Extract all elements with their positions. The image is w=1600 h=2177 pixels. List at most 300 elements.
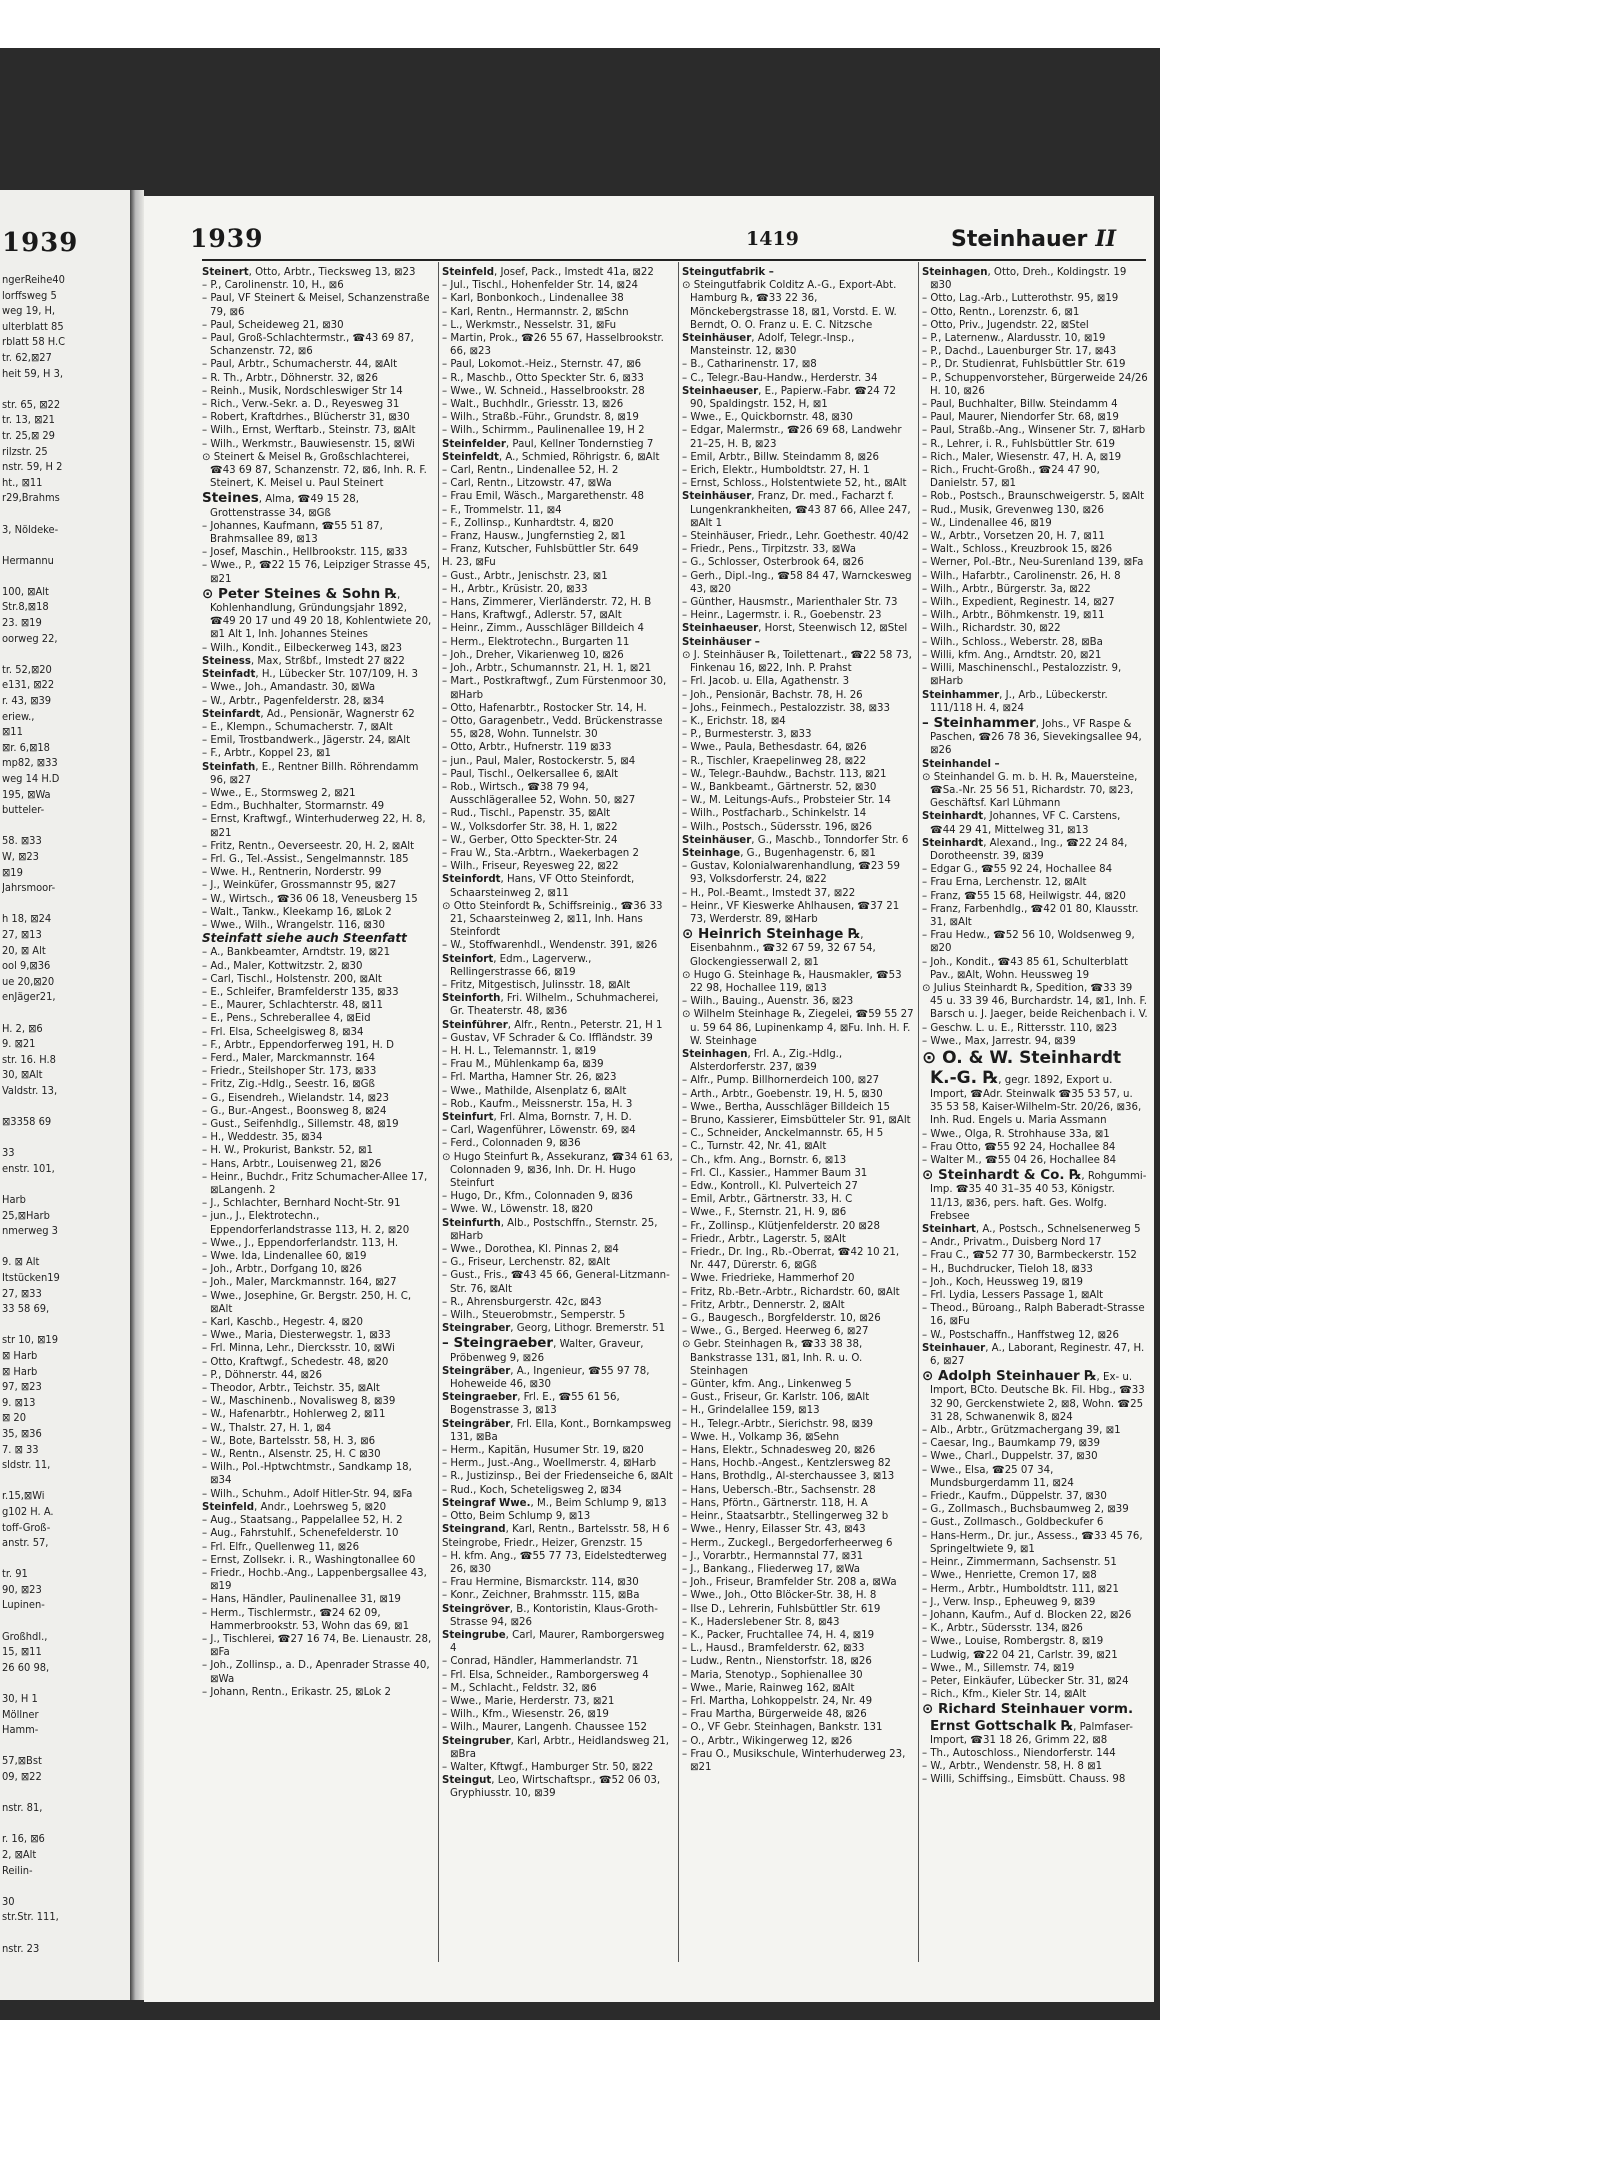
entry-name: Steinhage	[682, 847, 741, 859]
directory-entry: – Wwe., E., Quickbornstr. 48, ⊠30	[682, 412, 853, 424]
left-page-line: enJäger21,	[2, 990, 56, 1004]
left-page-line: 33 58 69,	[2, 1302, 50, 1316]
directory-entry: – Wilh., Werkmstr., Bauwiesenstr. 15, ⊠Wi	[202, 438, 415, 450]
entry-details: , Leo, Wirtschaftspr., ☎52 06 03, Gryphiusstr. 10, ⊠39	[450, 1775, 661, 1800]
directory-entry: – Wwe., Mathilde, Alsenplatz 6, ⊠Alt	[442, 1085, 627, 1097]
directory-entry: – Conrad, Händler, Hammerlandstr. 71	[442, 1656, 639, 1668]
entry-name: Steinfath	[202, 761, 256, 773]
directory-entry: – R., Tischler, Kraepelinweg 28, ⊠22	[682, 755, 867, 767]
directory-entry: – H., Buchdrucker, Tieloh 18, ⊠33	[922, 1263, 1093, 1275]
directory-entry: – R. Th., Arbtr., Döhnerstr. 32, ⊠26	[202, 372, 378, 384]
directory-entry: – Wilh., Pol.-Hptwchtmstr., Sandkamp 18, ⊠34	[202, 1462, 412, 1487]
directory-entry: – Franz, Farbenhdlg., ☎42 01 80, Klausstr. 31, ⊠Alt	[922, 903, 1139, 928]
left-page-line: ht., ⊠11	[2, 475, 43, 489]
directory-entry: – Frl. G., Tel.-Assist., Sengelmannstr. 185	[202, 853, 409, 865]
directory-entry: – L., Werkmstr., Nesselstr. 31, ⊠Fu	[442, 319, 617, 331]
left-page-line: Großhdl.,	[2, 1629, 48, 1643]
directory-entry: – Frl. Cl., Kassier., Hammer Baum 31	[682, 1167, 868, 1179]
column-divider	[918, 262, 919, 1962]
directory-entry: – Rud., Tischl., Papenstr. 35, ⊠Alt	[442, 808, 611, 820]
directory-entry: – Frau W., Sta.-Arbtrn., Waekerbagen 2	[442, 847, 639, 859]
left-page-line: r.15,⊠Wi	[2, 1489, 45, 1503]
directory-entry: – Heinr., Lagermstr. i. R., Goebenstr. 23	[682, 610, 882, 622]
left-page-line	[2, 1176, 128, 1192]
directory-entry: – Frau C., ☎52 77 30, Barmbeckerstr. 152	[922, 1250, 1137, 1262]
directory-entry: – Hans, Brothdlg., Al-sterchaussee 3, ⊠13	[682, 1471, 895, 1483]
directory-entry: – W., Bankbeamt., Gärtnerstr. 52, ⊠30	[682, 781, 877, 793]
directory-entry	[682, 636, 914, 649]
directory-entry: – Gust., Zollmasch., Goldbeckufer 6	[922, 1517, 1104, 1529]
directory-entry: – Konr., Zeichner, Brahmsstr. 115, ⊠Ba	[442, 1590, 640, 1602]
entry-details: , Alexand., Ing., ☎22 24 84, Dorotheenstr. 39, ⊠39	[930, 837, 1128, 862]
left-page-line: 20, ⊠ Alt	[2, 943, 46, 957]
entry-name: Steingräber	[442, 1418, 511, 1430]
directory-entry: – P., Carolinenstr. 10, H., ⊠6	[202, 280, 344, 292]
directory-entry: – F., Zollinsp., Kunhardtstr. 4, ⊠20	[442, 517, 614, 529]
directory-entry	[922, 1167, 1148, 1223]
directory-entry: – A., Bankbeamter, Arndtstr. 19, ⊠21	[202, 947, 391, 959]
directory-entry: – H., Arbtr., Krüsistr. 20, ⊠33	[442, 583, 588, 595]
directory-entry: – Theod., Büroang., Ralph Baberadt-Strasse 16, ⊠Fu	[922, 1303, 1145, 1328]
left-page-line: 9. ⊠13	[2, 1395, 36, 1409]
directory-entry	[442, 1111, 674, 1124]
entry-name: Steinfort	[442, 953, 494, 965]
entry-details: , Georg, Lithogr. Bremerstr. 51	[510, 1323, 666, 1335]
directory-entry: – Geschw. L. u. E., Rittersstr. 110, ⊠23	[922, 1022, 1118, 1034]
directory-entry: – Wilh., Friseur, Reyesweg 22, ⊠22	[442, 861, 619, 873]
directory-entry: – W., Maschinenb., Novalisweg 8, ⊠39	[202, 1396, 396, 1408]
directory-entry: – J., Verw. Insp., Epheuweg 9, ⊠39	[922, 1596, 1096, 1608]
entry-name: Steinfeld	[442, 267, 494, 278]
directory-entry	[922, 1223, 1148, 1236]
directory-entry: – Maria, Stenotyp., Sophienallee 30	[682, 1669, 863, 1681]
directory-entry: – Frl. Martha, Lohkoppelstr. 24, Nr. 49	[682, 1695, 873, 1707]
directory-entry: – E., Pens., Schreberallee 4, ⊠Eid	[202, 1013, 371, 1025]
directory-entry: – Heinr., ⅤF Kieswerke Ahlhausen, ☎37 21 73, Werderstr. 89, ⊠Harb	[682, 900, 900, 925]
left-page-line: 09, ⊠22	[2, 1770, 42, 1783]
directory-entry: – Wilh., Ernst, Werftarb., Steinstr. 73, ⊠Alt	[202, 425, 416, 437]
directory-entry: – W., Telegr.-Bauhdw., Bachstr. 113, ⊠21	[682, 768, 887, 780]
directory-entry: – Frau M., Mühlenkamp 6a, ⊠39	[442, 1059, 604, 1071]
directory-entry	[922, 758, 1148, 771]
entry-details: , J., Arb., Lübeckerstr. 111/118 H. 4, ⊠24	[930, 689, 1108, 714]
entry-name: Steiness	[202, 655, 251, 667]
left-page-line: 35, ⊠36	[2, 1426, 42, 1440]
directory-entry: – Edw., Kontroll., Kl. Pulverteich 27	[682, 1181, 858, 1193]
directory-entry: – Wilh., Schloss., Weberstr. 28, ⊠Ba	[922, 636, 1103, 648]
entry-details: , Andr., Loehrsweg 5, ⊠20	[254, 1501, 387, 1513]
directory-entry: – W., Thalstr. 27, H. 1, ⊠4	[202, 1422, 332, 1434]
directory-entry: – Wwe., Olga, R. Strohhause 33a, ⊠1	[922, 1128, 1110, 1140]
directory-entry: – Herm., Zuckegl., Bergedorferheerweg 6	[682, 1537, 893, 1549]
entry-name: ⊙ Peter Steines & Sohn ℞	[202, 585, 397, 602]
directory-entry: – Wilh., Richardstr. 30, ⊠22	[922, 623, 1061, 635]
left-page-line: 30, ⊠Alt	[2, 1068, 43, 1082]
left-page-line: Hamm-	[2, 1723, 39, 1737]
directory-entry: – Paul, Scheideweg 21, ⊠30	[202, 319, 344, 331]
directory-entry	[202, 490, 434, 519]
entry-name: Steinhandel –	[922, 758, 1000, 770]
left-page-line: tr. 91	[2, 1567, 28, 1581]
directory-entry: – Wwe., Elsa, ☎25 07 34, Mundsburgerdamm 11, ⊠24	[922, 1464, 1074, 1489]
directory-entry: – Wwe., Josephine, Gr. Bergstr. 250, H. C, ⊠Alt	[202, 1290, 412, 1315]
entry-details: , Otto, Dreh., Koldingstr. 19 ⊠30	[930, 267, 1127, 292]
directory-entry	[442, 1391, 674, 1417]
left-page-line: ngerReihe40	[2, 273, 65, 286]
left-page-line: ⊠ Harb	[2, 1348, 38, 1362]
directory-entry: – W., Arbtr., Pagenfelderstr. 28, ⊠34	[202, 695, 385, 707]
entry-details: , Max, Strßbf., Imstedt 27 ⊠22	[250, 655, 405, 667]
directory-entry	[442, 1603, 674, 1629]
directory-entry	[442, 1335, 674, 1364]
directory-entry: – W., Postschaffn., Hanffstweg 12, ⊠26	[922, 1329, 1119, 1341]
directory-entry: – Andr., Privatm., Duisberg Nord 17	[922, 1237, 1102, 1249]
left-page-line: tr. 52,⊠20	[2, 662, 52, 676]
directory-entry	[682, 1048, 914, 1074]
directory-entry	[202, 586, 434, 642]
directory-entry: – Gustav, ⅤF Schrader & Co. Iffländstr. 39	[442, 1032, 653, 1044]
directory-entry: H. 23, ⊠Fu	[442, 557, 496, 569]
left-page-line: str.Str. 111,	[2, 1910, 59, 1924]
directory-entry: – Martin, Prok., ☎26 55 67, Hasselbrookstr. 66, ⊠23	[442, 333, 664, 358]
entry-name: Steinhagen	[682, 1048, 748, 1060]
entry-details: , Alfr., Rentn., Peterstr. 21, H 1	[507, 1019, 663, 1031]
entry-name: Steinfordt	[442, 874, 501, 886]
directory-entry: – Otto, Garagenbetr., Vedd. Brückenstrasse 55, ⊠28, Wohn. Tunnelstr. 30	[442, 715, 663, 741]
entry-details: , Horst, Steenwisch 12, ⊠Stel	[758, 623, 908, 635]
directory-entry: – Fr., Zollinsp., Klütjenfelderstr. 20 ⊠28	[682, 1220, 880, 1232]
directory-entry	[922, 715, 1148, 758]
left-page-year: 1939	[2, 228, 79, 258]
left-page-line: nstr. 81,	[2, 1801, 43, 1815]
directory-entry: – Friedr., Steilshoper Str. 173, ⊠33	[202, 1066, 377, 1078]
left-page-line: h 18, ⊠24	[2, 912, 52, 926]
directory-entry: – P., Döhnerstr. 44, ⊠26	[202, 1369, 323, 1381]
left-page-line: nstr. 23	[2, 1941, 40, 1955]
entry-name: Steinfeld	[202, 1501, 254, 1513]
directory-entry: – Willi, Schiffsing., Eimsbütt. Chauss. 98	[922, 1774, 1126, 1786]
directory-entry: ⊙ Steinert & Meisel ℞, Großschlachterei, ☎43 69 87, Schanzenstr. 72, ⊠6, Inh. R. F. Steinert, K. Meisel u. Paul Steinert	[202, 451, 427, 490]
directory-entry: – E., Klempn., Schumacherstr. 7, ⊠Alt	[202, 721, 393, 733]
directory-entry: – G., Friseur, Lerchenstr. 82, ⊠Alt	[442, 1257, 611, 1269]
left-page-line	[2, 1613, 128, 1629]
directory-entry: – Heinr., Staatsarbtr., Stellingerweg 32 b	[682, 1511, 889, 1523]
left-page-line: anstr. 57,	[2, 1536, 49, 1550]
directory-entry: – W., Bote, Bartelsstr. 58, H. 3, ⊠6	[202, 1435, 376, 1447]
directory-entry: – Edgar, Malermstr., ☎26 69 68, Landwehr 21–25, H. B, ⊠23	[682, 425, 902, 450]
directory-entry: – Ernst, Schloss., Holstentwiete 52, ht., ⊠Alt	[682, 478, 907, 490]
entry-details: , E., Rentner Billh. Röhrendamm 96, ⊠27	[210, 761, 419, 786]
left-page-line: 15, ⊠11	[2, 1645, 42, 1659]
directory-entry: – H., Telegr.-Arbtr., Sierichstr. 98, ⊠39	[682, 1418, 873, 1430]
directory-entry	[682, 332, 914, 358]
directory-entry: – F., Trommelstr. 11, ⊠4	[442, 504, 562, 516]
entry-details: , Frl. A., Zig.-Hdlg., Alsterdorferstr. 237, ⊠39	[690, 1048, 843, 1074]
directory-entry: – Friedr., Pens., Tirpitzstr. 33, ⊠Wa	[682, 544, 856, 556]
directory-entry: ⊙ Wilhelm Steinhage ℞, Ziegelei, ☎59 55 27 u. 59 64 86, Lupinenkamp 4, ⊠Fu. Inh. H. F. W. Steinhage	[682, 1009, 914, 1047]
entry-details: , Otto, Arbtr., Tiecksweg 13, ⊠23	[248, 267, 416, 278]
directory-entry: – Rud., Koch, Scheteligsweg 2, ⊠34	[442, 1484, 622, 1496]
directory-entry	[682, 847, 914, 860]
directory-entry: – Paul, Groß-Schlachtermstr., ☎43 69 87, Schanzenstr. 72, ⊠6	[202, 333, 414, 358]
directory-entry	[922, 810, 1148, 836]
entry-name: Steingräber	[442, 1365, 511, 1377]
entry-details: , Karl, Rentn., Bartelsstr. 58, H 6	[505, 1524, 670, 1536]
directory-entry: – H., Grindelallee 159, ⊠13	[682, 1405, 820, 1417]
left-page-line: Lupinen-	[2, 1598, 45, 1612]
directory-entry	[202, 1501, 434, 1514]
directory-entry: – Joh., Arbtr., Schumannstr. 21, H. 1, ⊠21	[442, 663, 652, 675]
directory-entry: – Carl, Tischl., Holstenstr. 200, ⊠Alt	[202, 973, 382, 985]
left-page-line: str 10, ⊠19	[2, 1333, 58, 1347]
directory-entry: – M., Schlacht., Feldstr. 32, ⊠6	[442, 1682, 597, 1694]
directory-entry	[442, 1365, 674, 1391]
directory-entry	[202, 932, 434, 946]
directory-entry: – Walt., Tankw., Kleekamp 16, ⊠Lok 2	[202, 906, 392, 918]
directory-entry: – K., Arbtr., Südersstr. 134, ⊠26	[922, 1623, 1083, 1635]
left-page-line	[2, 1239, 128, 1255]
entry-details: , Walter, Graveur, Pröbenweg 9, ⊠26	[450, 1339, 644, 1364]
directory-entry: – Otto, Beim Schlump 9, ⊠13	[442, 1511, 591, 1523]
directory-entry: – Wwe., Marie, Rainweg 162, ⊠Alt	[682, 1682, 855, 1694]
entry-name: Steinhäuser	[682, 333, 752, 345]
directory-entry: – Carl, Wagenführer, Löwenstr. 69, ⊠4	[442, 1125, 636, 1137]
entry-name: ⊙ Steinhardt & Co. ℞	[922, 1167, 1082, 1184]
directory-entry: – H. kfm. Ang., ☎55 77 73, Eidelstedterweg 26, ⊠30	[442, 1550, 667, 1575]
directory-entry: – Wilh., Arbtr., Bürgerstr. 3a, ⊠22	[922, 583, 1091, 595]
entry-details: , Frl. Alma, Bornstr. 7, H. D.	[493, 1112, 632, 1123]
directory-entry: – Günter, kfm. Ang., Linkenweg 5	[682, 1379, 852, 1391]
directory-entry	[922, 837, 1148, 863]
directory-entry: – Bruno, Kassierer, Eimsbütteler Str. 91, ⊠Alt	[682, 1115, 911, 1126]
entry-details: , Adolf, Telegr.-Insp., Mansteinstr. 12, ⊠30	[690, 333, 855, 358]
directory-entry	[682, 490, 914, 530]
directory-entry: – K., Erichstr. 18, ⊠4	[682, 715, 786, 727]
directory-entry: – Gust., Friseur, Gr. Karlstr. 106, ⊠Alt	[682, 1392, 870, 1404]
directory-entry: – B., Catharinenstr. 17, ⊠8	[682, 359, 817, 371]
directory-entry: – Th., Autoschloss., Niendorferstr. 144	[922, 1747, 1116, 1759]
directory-entry: – G., Zollmasch., Buchsbaumweg 2, ⊠39	[922, 1504, 1129, 1516]
directory-entry: – Edgar G., ☎55 92 24, Hochallee 84	[922, 864, 1113, 876]
left-page-line	[2, 1675, 128, 1691]
left-page-line: 58. ⊠33	[2, 834, 42, 848]
left-page-line	[2, 506, 128, 522]
left-page-line: 33	[2, 1146, 15, 1160]
directory-entry: – Hugo, Dr., Kfm., Colonnaden 9, ⊠36	[442, 1191, 633, 1203]
left-page-line: str. 16. H.8	[2, 1052, 56, 1066]
directory-entry: – P., Dr. Studienrat, Fuhlsbüttler Str. 619	[922, 359, 1126, 371]
directory-entry: – P., Dachd., Lauenburger Str. 17, ⊠43	[922, 346, 1117, 358]
running-head-name: Steinhauer	[950, 227, 1088, 252]
directory-entry: – Frau Hedw., ☎52 56 10, Woldsenweg 9, ⊠20	[922, 930, 1135, 955]
directory-entry	[682, 622, 914, 635]
left-page-line: 195, ⊠Wa	[2, 787, 51, 801]
directory-entry: – Wwe., G., Berged. Heerweg 6, ⊠27	[682, 1326, 869, 1338]
directory-entry: – Wwe. H., Rentnerin, Norderstr. 99	[202, 867, 382, 879]
directory-entry	[922, 1701, 1148, 1747]
directory-column-1	[202, 266, 434, 1966]
directory-entry: – H. W., Prokurist, Bankstr. 52, ⊠1	[202, 1145, 373, 1157]
directory-entry: – Wwe., Max, Jarrestr. 94, ⊠39	[922, 1035, 1076, 1047]
directory-entry: – J., Vorarbtr., Hermannstal 77, ⊠31	[682, 1550, 864, 1562]
left-page-text	[2, 272, 128, 1956]
left-page-line: 30, H 1	[2, 1692, 38, 1706]
directory-entry: – R., Lehrer, i. R., Fuhlsbüttler Str. 619	[922, 438, 1116, 450]
entry-name: Steinführer	[442, 1019, 508, 1031]
directory-entry: – Franz, ☎55 15 68, Heilwigstr. 44, ⊠20	[922, 890, 1126, 902]
directory-entry: – R., Ahrensburgerstr. 42c, ⊠43	[442, 1296, 602, 1308]
directory-entry: – Fritz, Rb.-Betr.-Arbtr., Richardstr. 60, ⊠Alt	[682, 1286, 900, 1298]
left-page-line: r29,Brahms	[2, 491, 60, 505]
left-page-line: ⊠r. 6,⊠18	[2, 740, 50, 754]
directory-entry: – F., Arbtr., Eppendorferweg 191, H. D	[202, 1039, 394, 1051]
directory-entry: – Ilse D., Lehrerin, Fuhlsbüttler Str. 619	[682, 1603, 881, 1615]
directory-entry: – Frl. Elsa, Schneider., Ramborgersweg 4	[442, 1669, 649, 1681]
directory-entry: – Wwe., Dorothea, Kl. Pinnas 2, ⊠4	[442, 1244, 619, 1256]
page-number: 1419	[746, 228, 799, 250]
left-page-line: nstr. 59, H 2	[2, 460, 63, 474]
entry-details: , A., Ingenieur, ☎55 97 78, Hoheweide 46, ⊠30	[450, 1365, 650, 1391]
entry-details: , Rohgummi-Imp. ☎35 40 31–35 40 53, Königstr. 11/13, ⊠36, pers. haft. Ges. Wolfg. Frebsee	[930, 1171, 1147, 1222]
entry-name: Steinfeldt	[442, 451, 499, 463]
directory-entry: – Ch., kfm. Ang., Bornstr. 6, ⊠13	[682, 1154, 847, 1166]
directory-entry	[442, 1735, 674, 1761]
left-page-line: rilzstr. 25	[2, 444, 48, 458]
directory-entry: – Gust., Fris., ☎43 45 66, General-Litzmann-Str. 76, ⊠Alt	[442, 1270, 670, 1295]
directory-entry: – Johannes, Kaufmann, ☎55 51 87, Brahmsallee 89, ⊠13	[202, 520, 383, 546]
directory-entry: ⊙ Otto Steinfordt ℞, Schiffsreinig., ☎36 33 21, Schaarsteinweg 2, ⊠11, Inh. Hans Steinfordt	[442, 900, 663, 939]
directory-entry: – Wwe., Paula, Bethesdastr. 64, ⊠26	[682, 742, 867, 754]
directory-entry: Steingrobe, Friedr., Heizer, Grenzstr. 15	[442, 1537, 643, 1549]
directory-entry: – Joh., Maler, Marckmannstr. 164, ⊠27	[202, 1277, 397, 1289]
left-page-line: tr. 13, ⊠21	[2, 413, 55, 427]
directory-entry: – G., Baugesch., Borgfelderstr. 10, ⊠26	[682, 1313, 881, 1325]
directory-entry: – Wwe., Marie, Herderstr. 73, ⊠21	[442, 1695, 615, 1707]
directory-entry: – Paul, Straßb.-Ang., Winsener Str. 7, ⊠Harb	[922, 425, 1146, 437]
directory-entry	[442, 1322, 674, 1335]
directory-entry: – jun., J., Elektrotechn., Eppendorferlandstrasse 113, H. 2, ⊠20	[202, 1211, 410, 1236]
directory-entry: – Gerh., Dipl.-Ing., ☎58 84 47, Warnckesweg 43, ⊠20	[682, 570, 912, 595]
entry-name: Steinfurt	[442, 1112, 494, 1123]
directory-entry	[442, 451, 674, 464]
directory-entry: – Willi, kfm. Ang., Arndtstr. 20, ⊠21	[922, 649, 1102, 661]
directory-entry: – Wilh., Bauing., Auenstr. 36, ⊠23	[682, 996, 854, 1008]
left-page-line	[2, 1005, 128, 1021]
left-page-line	[2, 646, 128, 662]
entry-details: , Frl. Ella, Kont., Bornkampsweg 131, ⊠Ba	[450, 1418, 672, 1443]
directory-entry: – Wwe., Charl., Duppelstr. 37, ⊠30	[922, 1451, 1098, 1463]
entry-details: , A., Laborant, Reginestr. 47, H. 6, ⊠27	[930, 1342, 1145, 1368]
directory-entry: – Hans, Händler, Paulinenallee 31, ⊠19	[202, 1594, 401, 1606]
directory-entry: – Ferd., Colonnaden 9, ⊠36	[442, 1138, 581, 1150]
directory-entry: ⊙ Julius Steinhardt ℞, Spedition, ☎33 39 45 u. 33 39 46, Burchardstr. 14, ⊠1, Inh. F. Barsch u. J. Jaeger, beide Reichenbach i. V.	[922, 982, 1148, 1021]
entry-name: Steinert	[202, 267, 249, 278]
directory-entry: – Otto, Arbtr., Hufnerstr. 119 ⊠33	[442, 742, 612, 754]
left-facing-page	[0, 190, 132, 2000]
directory-entry: – Heinr., Buchdr., Fritz Schumacher-Allee 17, ⊠Langenh. 2	[202, 1171, 428, 1197]
directory-entry	[202, 708, 434, 721]
directory-entry: – Karl, Bonbonkoch., Lindenallee 38	[442, 293, 624, 305]
directory-entry: ⊙ Steinhandel G. m. b. H. ℞, Mauersteine, ☎Sa.-Nr. 25 56 51, Richardstr. 70, ⊠23, Geschäftsf. Karl Lühmann	[922, 771, 1138, 810]
entry-name: Steingraber	[442, 1323, 511, 1335]
left-page-line: ⊠ 20	[2, 1411, 27, 1425]
left-page-line	[2, 1473, 128, 1489]
directory-entry: – H. H. L., Telemannstr. 1, ⊠19	[442, 1045, 597, 1057]
directory-entry: – Frl. Elfr., Quellenweg 11, ⊠26	[202, 1541, 360, 1553]
entry-details: , Fri. Wilhelm., Schuhmacherei, Gr. Theaterstr. 48, ⊠36	[450, 993, 659, 1018]
directory-entry: – Wwe., Maria, Diesterwegstr. 1, ⊠33	[202, 1330, 391, 1342]
entry-name: Steinfadt	[202, 669, 256, 681]
left-page-line: r. 16, ⊠6	[2, 1832, 45, 1846]
directory-entry: – Johann, Kaufm., Auf d. Blocken 22, ⊠26	[922, 1609, 1132, 1621]
entry-details: , Edm., Lagerverw., Rellingerstrasse 66, ⊠19	[450, 953, 592, 978]
directory-entry: – Rich., Maler, Wiesenstr. 47, H. A, ⊠19	[922, 451, 1122, 463]
directory-entry: – R., Maschb., Otto Speckter Str. 6, ⊠33	[442, 372, 644, 384]
left-page-line	[2, 1098, 128, 1114]
left-page-line	[2, 896, 128, 912]
left-page-line: 25,⊠Harb	[2, 1208, 50, 1222]
entry-name: Steingruber	[442, 1735, 511, 1747]
left-page-line: rblatt 58 H.C	[2, 335, 66, 349]
directory-entry: – Erich, Elektr., Humboldtstr. 27, H. 1	[682, 465, 870, 477]
directory-column-2	[442, 266, 674, 1966]
directory-entry: – Otto, Priv., Jugendstr. 22, ⊠Stel	[922, 319, 1089, 331]
directory-entry: – J., Schlachter, Bernhard Nocht-Str. 91	[202, 1198, 401, 1210]
directory-entry: – Carl, Rentn., Lindenallee 52, H. 2	[442, 465, 619, 477]
left-page-line	[2, 537, 128, 553]
directory-entry	[442, 1019, 674, 1032]
directory-entry: – J., Weinküfer, Grossmannstr 95, ⊠27	[202, 880, 397, 892]
directory-entry: – P., Schuppenvorsteher, Bürgerweide 24/26 H. 10, ⊠26	[922, 372, 1148, 397]
left-page-line: 57,⊠Bst	[2, 1754, 42, 1768]
directory-entry: – W., Rentn., Alsenstr. 25, H. C ⊠30	[202, 1449, 381, 1461]
directory-entry: – Wwe., M., Sillemstr. 74, ⊠19	[922, 1662, 1075, 1674]
entry-details: , Frl. E., ☎55 61 56, Bogenstrasse 3, ⊠13	[450, 1392, 620, 1417]
directory-entry: – Karl, Kaschb., Hegestr. 4, ⊠20	[202, 1317, 364, 1329]
directory-entry	[442, 1774, 674, 1800]
directory-entry: ⊙ Gebr. Steinhagen ℞, ☎33 38 38, Bankstrasse 131, ⊠1, Inh. R. u. O. Steinhagen	[682, 1339, 863, 1377]
directory-entry: – E., Maurer, Schlachterstr. 48, ⊠11	[202, 1000, 383, 1012]
entry-details: , Karl, Arbtr., Heidlandsweg 21, ⊠Bra	[450, 1735, 669, 1760]
directory-entry: – Wilh., Kfm., Wiesenstr. 26, ⊠19	[442, 1709, 609, 1721]
directory-entry: – Herm., Kapitän, Husumer Str. 19, ⊠20	[442, 1445, 644, 1457]
directory-column-3	[682, 266, 914, 1966]
left-page-line: str. 65, ⊠22	[2, 397, 61, 411]
left-page-line: tr. 25,⊠ 29	[2, 428, 55, 442]
directory-entry: – Aug., Staatsang., Pappelallee 52, H. 2	[202, 1515, 403, 1527]
directory-entry: – Aug., Fahrstuhlf., Schenefelderstr. 10	[202, 1528, 399, 1540]
left-page-line	[2, 1738, 128, 1754]
directory-entry	[442, 266, 674, 279]
directory-entry: – Hans, Zimmerer, Vierländerstr. 72, H. B	[442, 597, 652, 609]
directory-entry: – Rob., Kaufm., Meissnerstr. 15a, H. 3	[442, 1098, 633, 1110]
entry-details: , Alma, ☎49 15 28, Grottenstrasse 34, ⊠Gß	[210, 494, 359, 519]
entry-name: Steingutfabrik –	[682, 267, 774, 278]
directory-entry	[202, 655, 434, 668]
left-page-line	[2, 381, 128, 397]
left-page-line: oorweg 22,	[2, 631, 58, 645]
left-page-line: 23. ⊠19	[2, 616, 42, 630]
directory-entry: – Ernst, Zollsekr. i. R., Washingtonallee 60	[202, 1554, 416, 1566]
directory-entry: – Mart., Postkraftwgf., Zum Fürstenmoor 30, ⊠Harb	[442, 676, 667, 701]
directory-entry: – W., Hafenarbtr., Hohlerweg 2, ⊠11	[202, 1409, 386, 1421]
directory-entry: – Gust., Seifenhdlg., Sillemstr. 48, ⊠19	[202, 1119, 399, 1130]
left-page-line: Jahrsmoor-	[2, 881, 56, 895]
directory-entry: – Emil, Trostbandwerk., Jägerstr. 24, ⊠Alt	[202, 735, 411, 747]
directory-entry: – Otto, Lag.-Arb., Lutterothstr. 95, ⊠19	[922, 293, 1119, 305]
left-page-line: butteler-	[2, 803, 45, 817]
left-page-line: Hermannu	[2, 553, 54, 567]
